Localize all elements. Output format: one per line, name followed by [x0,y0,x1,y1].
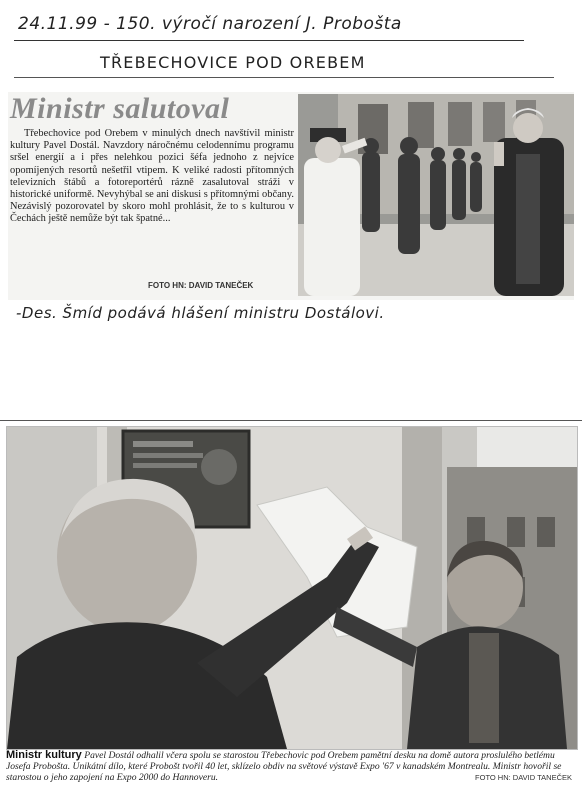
caption-text: Pavel Dostál odhalil včera spolu se starostou Třebechovic pod Orebem pamětní desku na domě autora proslulého betlému Josefa Probošta. Unikátní dílo, které Probošt tvořil 40 let, sklízelo obdiv na světové výstavě Expo '67 v kanadském Montrealu. Ministr hovořil se starostou o jeho zapojení na Expo 2000 do Hannoveru. [6,750,562,783]
article-body [10,128,294,226]
photo-credit: FOTO HN: DAVID TANEČEK [148,281,254,290]
handwritten-underline-2 [14,77,554,78]
caption-lead: Ministr kultury [6,749,82,761]
page-separator [0,420,582,421]
photo-minister-salute-image [298,94,574,296]
article-headline: Ministr salutoval [10,92,230,125]
handwritten-caption: -Des. Šmíd podává hlášení ministru Dostálovi. [16,304,385,322]
photo-credit-2: FOTO HN: DAVID TANEČEK [475,773,572,782]
newspaper-clipping-1 [8,92,574,300]
handwritten-place: TŘEBECHOVICE POD OREBEM [100,53,366,72]
photo-minister-salute [298,94,574,296]
photo-caption-2 [6,750,576,783]
handwritten-underline [14,40,524,41]
photo-plaque-unveiling-image [7,427,577,749]
handwritten-date-line: 24.11.99 - 150. výročí narození J. Proboštа [18,14,402,34]
article-text: Třebechovice pod Orebem v minulých dnech navštívil ministr kultury Pavel Dostál. Navzdory náročnému celodennímu programu sršel energií a i přes nelehkou pozici šéfa jednoho z nejvíce opomíjených resortů nešetřil vtipem. K veliké radosti přítomných televizních štábů a fotoreportérů rázně zasalutoval stráži v historické uniformě. Nevyhýbal se ani diskusi s přítomnými občany. Nezávislý pozorovatel by skoro mohl prohlásit, že to s kulturou v Čechách ještě nemůže být tak špatné... [10,128,294,225]
photo-plaque-unveiling [6,426,578,750]
